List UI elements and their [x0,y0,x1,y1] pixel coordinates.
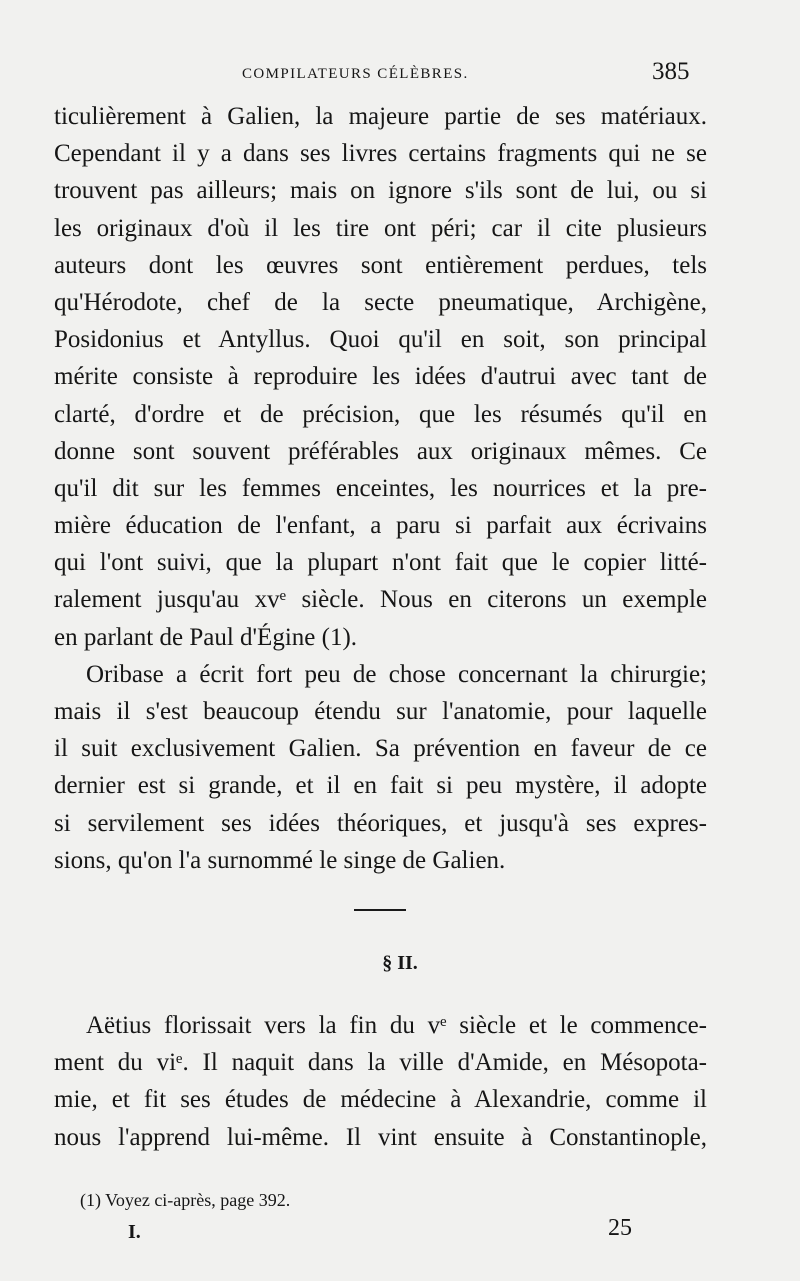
text-line: qu'Hérodote, chef de la secte pneumatique, Archigène, [54,288,707,316]
footnote: (1) Voyez ci-après, page 392. [80,1190,291,1210]
text-line: mie, et fit ses études de médecine à Alexandrie, comme il [54,1086,707,1114]
text-line: ticulièrement à Galien, la majeure partie de ses matériaux. [54,103,707,130]
text-line: ment du viᵉ. Il naquit dans la ville d'Amide, en Mésopota- [54,1049,707,1077]
text-line: nous l'apprend lui-même. Il vint ensuite à Constantinople, [54,1123,707,1151]
text-line: ralement jusqu'au xvᵉ siècle. Nous en citerons un exemple [54,586,707,614]
main-text [54,98,707,879]
text-line: mais il s'est beaucoup étendu sur l'anatomie, pour laquelle [54,698,707,725]
text-line: les originaux d'où il les tire ont péri; car il cite plusieurs [54,214,707,242]
text-line: Posidonius et Antyllus. Quoi qu'il en soit, son principal [54,326,707,354]
text-line: trouvent pas ailleurs; mais on ignore s'ils sont de lui, ou si [54,177,707,205]
text-line: clarté, d'ordre et de précision, que les résumés qu'il en [54,400,707,428]
text-line: Cependant il y a dans ses livres certains fragments qui ne se [54,140,707,168]
text-line: mière éducation de l'enfant, a paru si parfait aux écrivains [54,512,707,540]
text-line: donne sont souvent préférables aux originaux mêmes. Ce [54,437,707,465]
text-line: mérite consiste à reproduire les idées d'autrui avec tant de [54,363,707,391]
section-text [54,1007,707,1156]
running-title: COMPILATEURS CÉLÈBRES. [242,66,469,82]
section-separator [354,909,406,911]
text-line: Aëtius florissait vers la fin du vᵉ siècle et le commence- [86,1012,707,1039]
text-line: qui l'ont suivi, que la plupart n'ont fait que le copier litté- [54,549,707,577]
text-line: qu'il dit sur les femmes enceintes, les nourrices et la pre- [54,474,707,502]
text-line: en parlant de Paul d'Égine (1). [54,623,358,651]
running-head [0,56,800,96]
text-line: si servilement ses idées théoriques, et jusqu'à ses expres- [54,809,707,837]
text-line: Oribase a écrit fort peu de chose concernant la chirurgie; [86,660,707,688]
text-line: dernier est si grande, et il en fait si peu mystère, il adopte [54,772,707,800]
section-heading: § II. [382,952,418,974]
text-line: auteurs dont les œuvres sont entièrement perdues, tels [54,251,707,279]
page-number: 385 [652,58,690,85]
text-line: sions, qu'on l'a surnommé le singe de Galien. [54,846,506,874]
signature-number: 25 [608,1215,632,1241]
signature-mark: I. [128,1221,141,1243]
text-line: il suit exclusivement Galien. Sa prévention en faveur de ce [54,735,707,763]
